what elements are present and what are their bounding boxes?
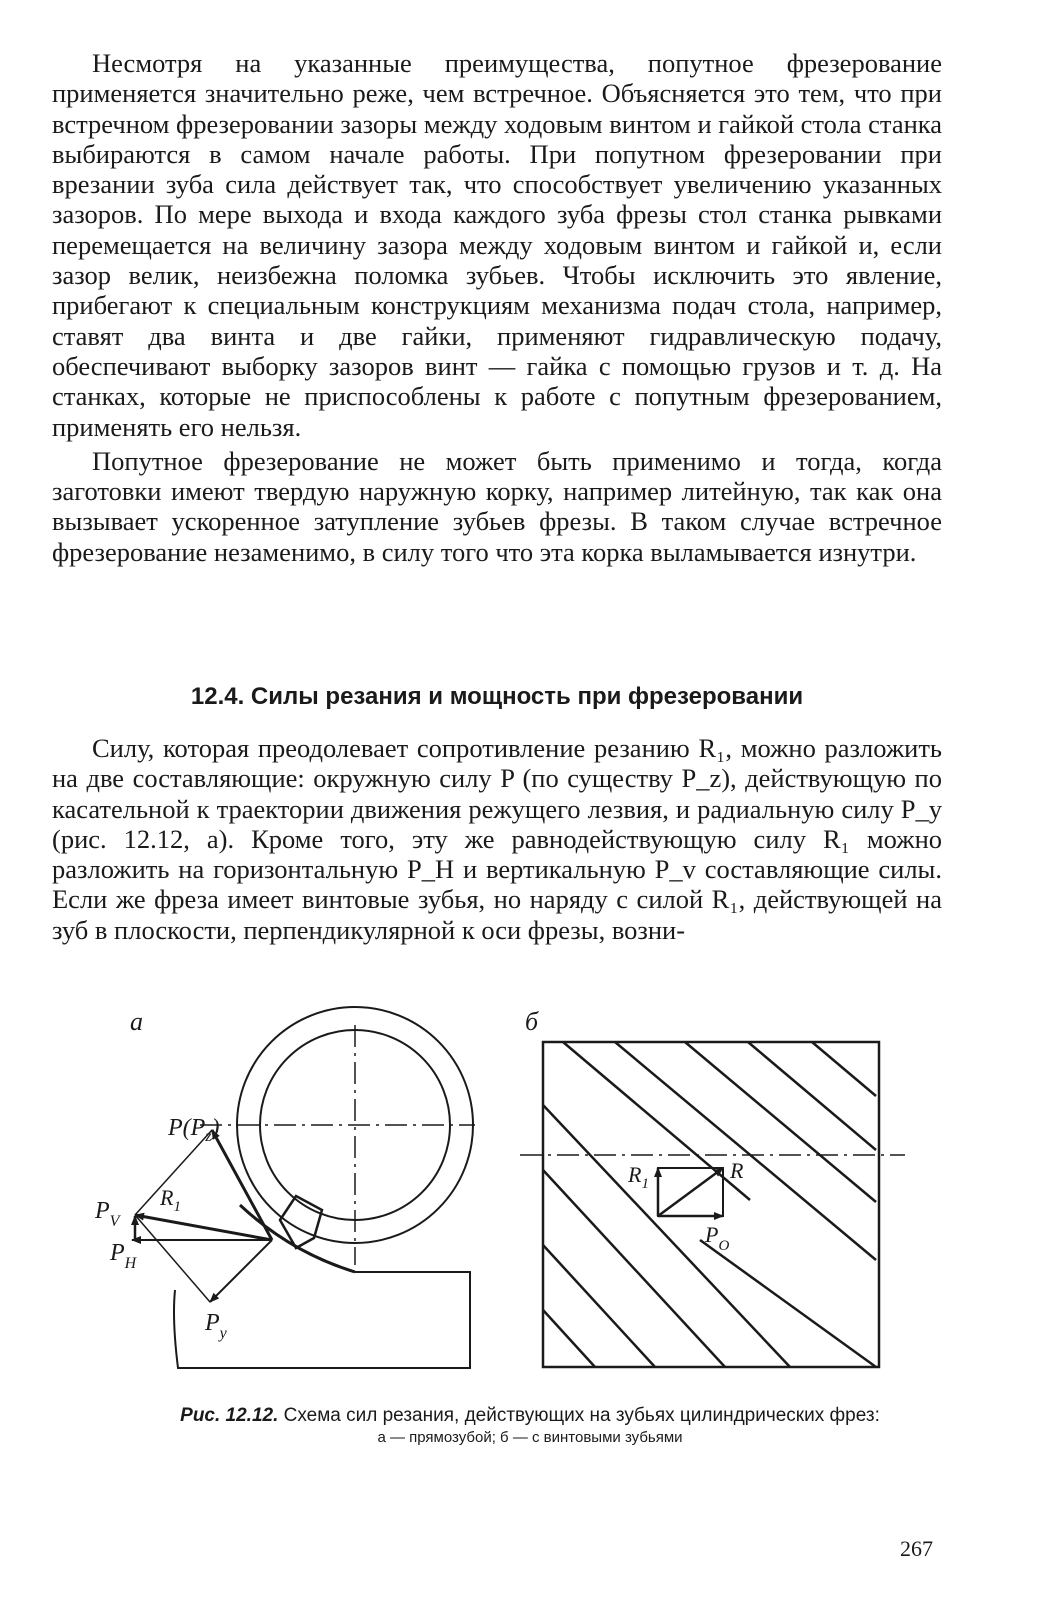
panel-b-letter: б xyxy=(525,1007,539,1036)
vector-r1 xyxy=(135,1215,272,1240)
workpiece-rect xyxy=(543,1042,879,1367)
figure-12-12 xyxy=(0,990,1038,1400)
paragraph-1: Несмотря на указанные преимущества, попутное фрезерование применяется значительно реже, чем встречное. Объясняется это тем, что при встречном фрезеровании зазоры между ходовым винтом и гайкой стола станка выбираются в самом начале работы. При попутном фрезеровании при врезании зуба сила действует так, что способствует увеличению указанных зазоров. По мере выхода и входа каждого зуба фрезы стол станка рывками перемещается на величину зазора между ходовым винтом и гайкой и, если зазор велик, неизбежна поломка зубьев. Чтобы исключить это явление, прибегают к специальным конструкциям механизма подач стола, например, ставят два винта и две гайки, применяют гидравлическую подачу, обеспечивают выборку зазоров винт — гайка с помощью грузов и т. д. На станках, которые не приспособлены к работе с попутным фрезерованием, применять его нельзя. xyxy=(52,48,943,442)
caption-label: Рис. 12.12. xyxy=(180,1405,279,1426)
label-p-pz: $P(P_z)$ xyxy=(168,1115,220,1145)
paragraph-2: Попутное фрезерование не может быть применимо и тогда, когда заготовки имеют твердую наружную корку, например литейную, так как она вызывает ускоренное затупление зубьев фрезы. В таком случае встречное фрезерование незаменимо, в силу того что эта корка выламывается изнутри. xyxy=(52,445,942,567)
label-r1-b: $R_1$ xyxy=(628,1162,649,1192)
panel-b-labels xyxy=(627,1158,744,1254)
label-r1-a: $R_1$ xyxy=(160,1185,181,1215)
caption-subtext: а — прямозубой; б — с винтовыми зубьями xyxy=(377,1429,683,1446)
helical-teeth xyxy=(543,1042,876,1367)
panel-b xyxy=(520,1007,905,1367)
body-text-top xyxy=(52,48,942,567)
panel-a-letter: а xyxy=(130,1007,143,1036)
vector-py xyxy=(210,1240,272,1302)
figure-caption xyxy=(90,1405,970,1449)
label-py: $P_y$ xyxy=(205,1310,227,1342)
body-text-bottom xyxy=(52,733,942,945)
vector-r xyxy=(658,1168,723,1216)
label-ph: $P_H$ xyxy=(110,1240,137,1272)
section-heading: 12.4. Силы резания и мощность при фрезеровании xyxy=(190,683,804,710)
panel-a xyxy=(130,1007,475,1368)
paragraph-3: Силу, которая преодолевает сопротивление резанию R₁, можно разложить на две составляющие: окружную силу P (по существу P_z), действующую по касательной к траектории движения режущего лезвия, и радиальную силу P_y (рис. 12.12, а). Кроме того, эту же равнодействующую силу R₁ можно разложить на горизонтальную P_H и вертикальную P_v составляющие силы. Если же фреза имеет винтовые зубья, но наряду с силой R₁, действующей на зуб в плоскости, перпендикулярной к оси фрезы, возни- xyxy=(52,733,942,945)
label-pv: $P_V$ xyxy=(95,1198,120,1230)
page-number: 267 xyxy=(900,1536,933,1561)
caption-text: Схема сил резания, действующих на зубьях цилиндрических фрез: xyxy=(283,1405,880,1426)
label-po: $P_O$ xyxy=(705,1222,730,1254)
label-r: R xyxy=(730,1158,744,1183)
